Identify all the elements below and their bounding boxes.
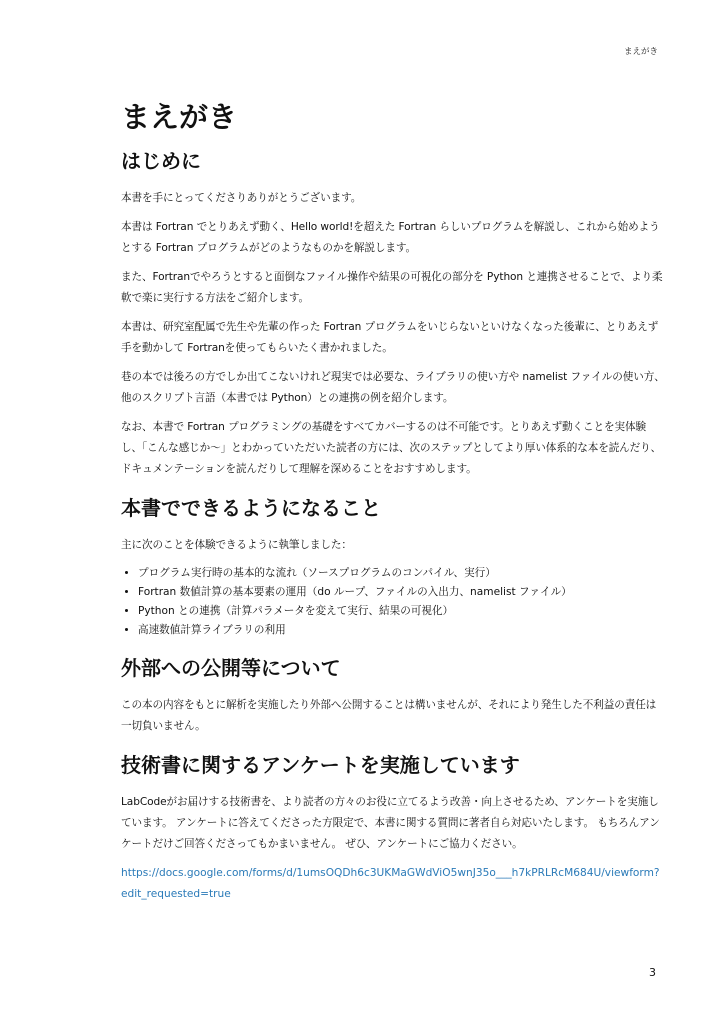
list-item: • Fortran 数値計算の基本要素の運用（do ループ、ファイルの入出力、namelist ファイル） [138, 583, 666, 602]
intro-paragraph-5: 巷の本では後ろの方でしか出てこないけれど現実では必要な、ライブラリの使い方や namelist ファイルの使い方、他のスクリプト言語（本書では Python）との連携の例を紹介します。 [121, 370, 665, 404]
intro-paragraph-1: 本書を手にとってくださりありがとうございます。 [121, 191, 362, 204]
public-paragraph: この本の内容をもとに解析を実施したり外部へ公開することは構いませんが、それにより発生した不利益の責任は一切負いません。 [121, 698, 657, 732]
page-content [121, 100, 666, 905]
intro-paragraph-3: また、Fortranでやろうとすると面倒なファイル操作や結果の可視化の部分を Python と連携させることで、より柔軟で楽に実行する方法をご紹介します。 [121, 270, 663, 304]
goals-list [121, 564, 666, 640]
running-header: まえがき [623, 47, 658, 57]
intro-paragraph-2: 本書は Fortran でとりあえず動く、Hello world!を超えた Fortran らしいプログラムを解説し、これから始めようとする Fortran プログラムがどのようなものかを解説します。 [121, 220, 660, 254]
list-item: • プログラム実行時の基本的な流れ（ソースプログラムのコンパイル、実行） [138, 564, 666, 583]
goals-lead: 主に次のことを体験できるように執筆しました： [121, 538, 352, 551]
section-heading-public: 外部への公開等について [121, 655, 341, 680]
list-item: • Python との連携（計算パラメータを変えて実行、結果の可視化） [138, 602, 666, 621]
section-heading-intro: はじめに [121, 148, 201, 173]
intro-paragraph-6: なお、本書で Fortran プログラミングの基礎をすべてカバーするのは不可能です。とりあえず動くことを実体験し、「こんな感じか〜」とわかっていただいた読者の方には、次のステップとしてより厚い体系的な本を読んだり、ドキュメンテーションを読んだりして理解を深めることをおすすめします。 [121, 420, 662, 475]
intro-paragraph-4: 本書は、研究室配属で先生や先輩の作った Fortran プログラムをいじらないといけなくなった後輩に、とりあえず手を動かして Fortranを使ってもらいたく書かれました。 [121, 320, 659, 354]
section-heading-goals: 本書でできるようになること [121, 495, 381, 520]
page-title: まえがき [121, 100, 238, 134]
survey-paragraph: LabCodeがお届けする技術書を、より読者の方々のお役に立てるよう改善・向上させるため、アンケートを実施しています。 アンケートに答えてくださった方限定で、本書に関する質問に著者自ら対応いたします。 もちろんアンケートだけご回答くださってもかまいません。 ぜひ、アンケートにご協力ください。 [121, 795, 660, 850]
section-heading-survey: 技術書に関するアンケートを実施しています [121, 752, 520, 777]
survey-link[interactable]: https://docs.google.com/forms/d/1umsOQDh6c3UKMaGWdViO5wnJ35o___h7kPRLRcM684U/viewform?edit_requested=true [121, 866, 660, 900]
page-number: 3 [649, 966, 656, 979]
list-item: • 高速数値計算ライブラリの利用 [138, 621, 666, 640]
